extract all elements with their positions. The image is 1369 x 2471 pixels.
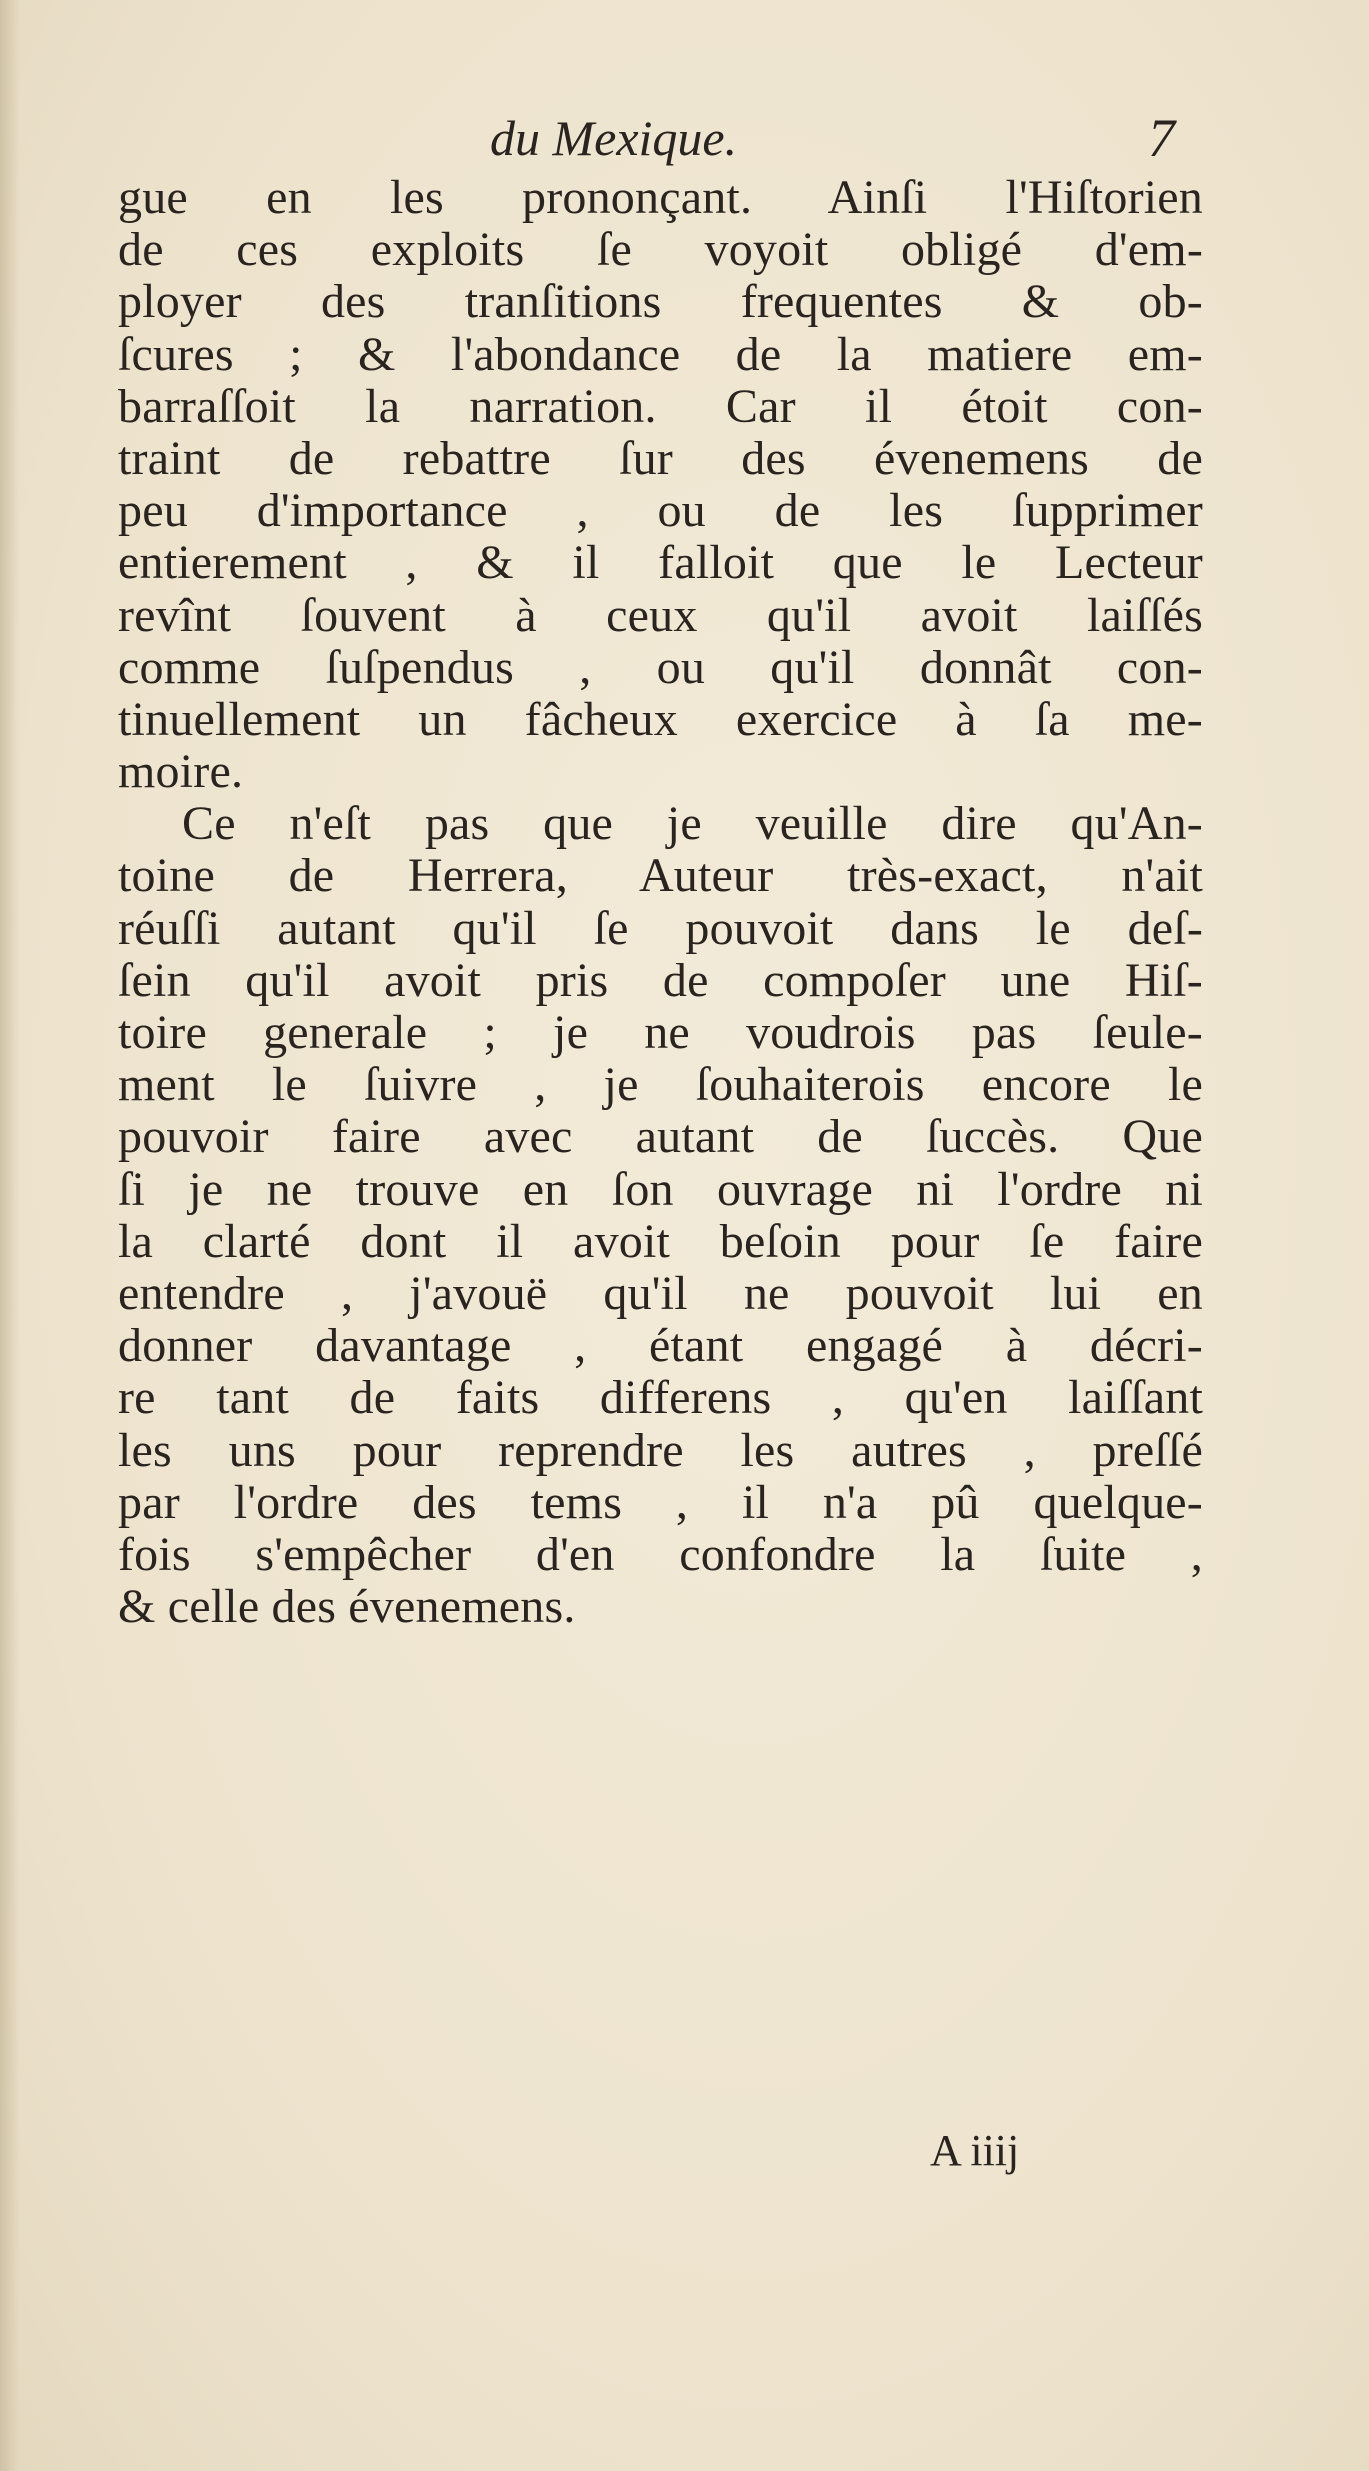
text-line: entendre , j'avouë qu'il ne pouvoit lui en — [118, 1266, 1203, 1320]
text-line: Ce n'eſt pas que je veuille dire qu'An- — [182, 797, 1203, 851]
text-line: entierement , & il falloit que le Lecteur — [118, 536, 1203, 590]
text-line: peu d'importance , ou de les ſupprimer — [118, 484, 1203, 538]
text-line: pouvoir faire avec autant de ſuccès. Que — [118, 1110, 1203, 1164]
text-line: donner davantage , étant engagé à décri- — [118, 1319, 1203, 1373]
paragraph-2 — [118, 798, 1203, 1633]
text-line: ployer des tranſitions frequentes & ob- — [118, 275, 1203, 329]
text-line: gue en les prononçant. Ainſi l'Hiſtorien — [118, 171, 1203, 224]
text-line: moire. — [118, 745, 244, 799]
text-line: ſcures ; & l'abondance de la matiere em- — [118, 327, 1203, 381]
page-gutter-shadow — [0, 0, 20, 2471]
text-line: réuſſi autant qu'il ſe pouvoit dans le deſ- — [118, 901, 1203, 955]
text-line: comme ſuſpendus , ou qu'il donnât con- — [118, 640, 1203, 694]
text-line: la clarté dont il avoit beſoin pour ſe faire — [118, 1214, 1203, 1268]
running-head-title: du Mexique. — [490, 110, 738, 166]
text-line: toire generale ; je ne voudrois pas ſeule- — [118, 1006, 1203, 1059]
text-line: tinuellement un fâcheux exercice à ſa me- — [118, 692, 1203, 746]
text-line: revînt ſouvent à ceux qu'il avoit laiſſés — [118, 588, 1203, 642]
text-line: par l'ordre des tems , il n'a pû quelque- — [118, 1475, 1203, 1529]
text-line: barraſſoit la narration. Car il étoit con- — [118, 379, 1203, 433]
running-head — [0, 108, 1369, 168]
body-text — [118, 172, 1203, 1633]
text-line: re tant de faits differens , qu'en laiſſant — [118, 1371, 1203, 1425]
text-line: de ces exploits ſe voyoit obligé d'em- — [118, 223, 1203, 277]
text-line: toine de Herrera, Auteur très-exact, n'ait — [118, 849, 1203, 903]
text-line: ſi je ne trouve en ſon ouvrage ni l'ordre ni — [118, 1162, 1203, 1216]
text-line: les uns pour reprendre les autres , preſſé — [118, 1423, 1203, 1477]
text-line: ſein qu'il avoit pris de compoſer une Hiſ- — [118, 953, 1203, 1007]
signature-mark: A iiij — [930, 2126, 1020, 2175]
text-line: ment le ſuivre , je ſouhaiterois encore le — [118, 1058, 1203, 1112]
page-number: 7 — [1148, 108, 1175, 168]
text-line: traint de rebattre ſur des évenemens de — [118, 431, 1203, 485]
paragraph-1 — [118, 172, 1203, 798]
text-line: fois s'empêcher d'en confondre la ſuite , — [118, 1527, 1203, 1581]
text-line: & celle des évenemens. — [118, 1580, 576, 1634]
